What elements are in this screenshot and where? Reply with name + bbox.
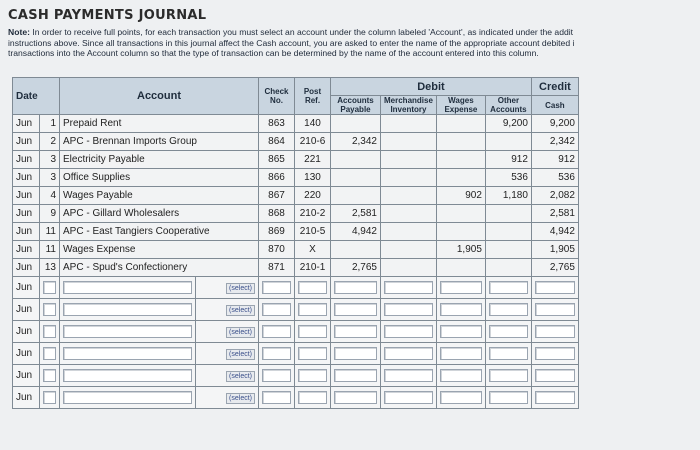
accounts-payable-input[interactable] bbox=[334, 281, 377, 294]
merchandise-inventory-cell bbox=[381, 299, 437, 321]
cash-cell[interactable]: 4,942 bbox=[531, 223, 578, 241]
account-select-cell bbox=[196, 343, 259, 365]
post-ref-cell[interactable]: 220 bbox=[295, 187, 331, 205]
date-day-cell bbox=[40, 343, 60, 365]
account-cell[interactable]: Office Supplies bbox=[60, 169, 259, 187]
account-cell[interactable]: APC - Gillard Wholesalers bbox=[60, 205, 259, 223]
check-no-cell[interactable]: 868 bbox=[259, 205, 295, 223]
wages-expense-cell bbox=[436, 387, 485, 409]
header-other-accounts: Other Accounts bbox=[485, 96, 531, 115]
empty-entry-row bbox=[13, 343, 579, 365]
date-month-cell: Jun bbox=[13, 365, 40, 387]
merchandise-inventory-cell[interactable] bbox=[381, 205, 437, 223]
check-no-input[interactable] bbox=[262, 303, 291, 316]
cash-cell bbox=[531, 343, 578, 365]
date-month-cell[interactable]: Jun bbox=[13, 169, 40, 187]
wages-expense-cell bbox=[436, 299, 485, 321]
account-cell bbox=[60, 365, 196, 387]
account-input[interactable] bbox=[63, 303, 192, 316]
date-day-cell bbox=[40, 321, 60, 343]
date-month-cell: Jun bbox=[13, 343, 40, 365]
merchandise-inventory-cell[interactable] bbox=[381, 259, 437, 277]
check-no-cell bbox=[259, 387, 295, 409]
date-day-cell[interactable]: 11 bbox=[40, 241, 60, 259]
accounts-payable-cell bbox=[331, 365, 381, 387]
check-no-cell bbox=[259, 321, 295, 343]
header-post-ref: Post Ref. bbox=[295, 78, 331, 115]
account-select-dropdown[interactable]: (select) bbox=[226, 305, 255, 316]
check-no-cell bbox=[259, 365, 295, 387]
account-cell[interactable]: APC - Spud's Confectionery bbox=[60, 259, 259, 277]
table-row bbox=[13, 241, 579, 259]
account-cell[interactable]: APC - East Tangiers Cooperative bbox=[60, 223, 259, 241]
table-row bbox=[13, 205, 579, 223]
cash-cell bbox=[531, 277, 578, 299]
account-input[interactable] bbox=[63, 347, 192, 360]
account-select-dropdown[interactable]: (select) bbox=[226, 393, 255, 404]
other-accounts-cell bbox=[485, 343, 531, 365]
date-day-cell bbox=[40, 299, 60, 321]
date-day-cell bbox=[40, 277, 60, 299]
check-no-input[interactable] bbox=[262, 281, 291, 294]
header-check-no: Check No. bbox=[259, 78, 295, 115]
day-input[interactable] bbox=[43, 281, 56, 294]
date-day-cell[interactable]: 3 bbox=[40, 151, 60, 169]
date-day-cell[interactable]: 2 bbox=[40, 133, 60, 151]
wages-expense-input[interactable] bbox=[440, 369, 482, 382]
accounts-payable-input[interactable] bbox=[334, 369, 377, 382]
account-select-cell bbox=[196, 277, 259, 299]
other-accounts-cell[interactable] bbox=[485, 259, 531, 277]
account-cell bbox=[60, 387, 196, 409]
check-no-input[interactable] bbox=[262, 391, 291, 404]
merchandise-inventory-cell[interactable] bbox=[381, 241, 437, 259]
empty-entry-row bbox=[13, 299, 579, 321]
wages-expense-cell[interactable] bbox=[436, 169, 485, 187]
date-month-cell: Jun bbox=[13, 321, 40, 343]
wages-expense-cell[interactable] bbox=[436, 259, 485, 277]
cash-cell[interactable]: 2,342 bbox=[531, 133, 578, 151]
header-accounts-payable: Accounts Payable bbox=[331, 96, 381, 115]
note-line-1: In order to receive full points, for each transaction you must select an account under the column labeled 'Account', as indicated under the addit bbox=[29, 27, 574, 37]
check-no-cell bbox=[259, 277, 295, 299]
page-title: CASH PAYMENTS JOURNAL bbox=[8, 8, 207, 23]
account-input[interactable] bbox=[63, 281, 192, 294]
post-ref-cell[interactable]: 221 bbox=[295, 151, 331, 169]
other-accounts-cell bbox=[485, 299, 531, 321]
merchandise-inventory-cell[interactable] bbox=[381, 223, 437, 241]
account-cell[interactable]: APC - Brennan Imports Group bbox=[60, 133, 259, 151]
date-day-cell[interactable]: 1 bbox=[40, 115, 60, 133]
accounts-payable-cell bbox=[331, 343, 381, 365]
post-ref-cell[interactable]: 210-5 bbox=[295, 223, 331, 241]
merchandise-inventory-input[interactable] bbox=[384, 281, 433, 294]
cash-input[interactable] bbox=[535, 303, 575, 316]
wages-expense-cell bbox=[436, 365, 485, 387]
account-select-dropdown[interactable]: (select) bbox=[226, 349, 255, 360]
other-accounts-cell[interactable]: 536 bbox=[485, 169, 531, 187]
other-accounts-input[interactable] bbox=[489, 347, 528, 360]
accounts-payable-cell[interactable]: 4,942 bbox=[331, 223, 381, 241]
post-ref-input[interactable] bbox=[298, 347, 327, 360]
post-ref-cell[interactable]: 210-2 bbox=[295, 205, 331, 223]
accounts-payable-cell[interactable] bbox=[331, 169, 381, 187]
check-no-cell[interactable]: 863 bbox=[259, 115, 295, 133]
wages-expense-input[interactable] bbox=[440, 281, 482, 294]
instructions-note bbox=[8, 27, 698, 59]
wages-expense-cell[interactable] bbox=[436, 223, 485, 241]
empty-entry-row bbox=[13, 387, 579, 409]
wages-expense-input[interactable] bbox=[440, 391, 482, 404]
check-no-cell[interactable]: 866 bbox=[259, 169, 295, 187]
check-no-cell bbox=[259, 299, 295, 321]
check-no-cell[interactable]: 867 bbox=[259, 187, 295, 205]
other-accounts-input[interactable] bbox=[489, 303, 528, 316]
post-ref-cell bbox=[295, 321, 331, 343]
empty-entry-row bbox=[13, 277, 579, 299]
header-account: Account bbox=[60, 78, 259, 115]
cash-input[interactable] bbox=[535, 391, 575, 404]
post-ref-input[interactable] bbox=[298, 325, 327, 338]
post-ref-input[interactable] bbox=[298, 303, 327, 316]
merchandise-inventory-cell bbox=[381, 277, 437, 299]
date-month-cell: Jun bbox=[13, 299, 40, 321]
day-input[interactable] bbox=[43, 391, 56, 404]
accounts-payable-input[interactable] bbox=[334, 391, 377, 404]
merchandise-inventory-cell bbox=[381, 343, 437, 365]
merchandise-inventory-input[interactable] bbox=[384, 369, 433, 382]
other-accounts-cell bbox=[485, 277, 531, 299]
other-accounts-input[interactable] bbox=[489, 325, 528, 338]
post-ref-cell bbox=[295, 387, 331, 409]
day-input[interactable] bbox=[43, 369, 56, 382]
wages-expense-input[interactable] bbox=[440, 325, 482, 338]
wages-expense-cell[interactable]: 902 bbox=[436, 187, 485, 205]
note-line-3: transactions into the Account column so that the type of transaction can be determined by the name of the account entered into this column. bbox=[8, 48, 539, 58]
post-ref-cell bbox=[295, 277, 331, 299]
other-accounts-input[interactable] bbox=[489, 391, 528, 404]
check-no-input[interactable] bbox=[262, 369, 291, 382]
account-cell bbox=[60, 299, 196, 321]
account-input[interactable] bbox=[63, 391, 192, 404]
date-month-cell[interactable]: Jun bbox=[13, 241, 40, 259]
date-month-cell[interactable]: Jun bbox=[13, 187, 40, 205]
account-cell[interactable]: Wages Payable bbox=[60, 187, 259, 205]
account-cell[interactable]: Electricity Payable bbox=[60, 151, 259, 169]
other-accounts-cell[interactable] bbox=[485, 223, 531, 241]
other-accounts-cell bbox=[485, 387, 531, 409]
cash-cell bbox=[531, 365, 578, 387]
date-month-cell[interactable]: Jun bbox=[13, 151, 40, 169]
post-ref-input[interactable] bbox=[298, 391, 327, 404]
cash-cell bbox=[531, 321, 578, 343]
header-credit: Credit bbox=[531, 78, 578, 96]
date-day-cell[interactable]: 11 bbox=[40, 223, 60, 241]
date-day-cell[interactable]: 3 bbox=[40, 169, 60, 187]
accounts-payable-cell[interactable]: 2,581 bbox=[331, 205, 381, 223]
check-no-cell[interactable]: 871 bbox=[259, 259, 295, 277]
date-day-cell bbox=[40, 387, 60, 409]
date-month-cell[interactable]: Jun bbox=[13, 115, 40, 133]
accounts-payable-cell[interactable] bbox=[331, 187, 381, 205]
table-row bbox=[13, 223, 579, 241]
cash-cell bbox=[531, 387, 578, 409]
cash-input[interactable] bbox=[535, 281, 575, 294]
check-no-input[interactable] bbox=[262, 325, 291, 338]
account-select-dropdown[interactable]: (select) bbox=[226, 371, 255, 382]
accounts-payable-input[interactable] bbox=[334, 303, 377, 316]
account-input[interactable] bbox=[63, 325, 192, 338]
date-month-cell: Jun bbox=[13, 387, 40, 409]
cash-cell[interactable]: 912 bbox=[531, 151, 578, 169]
post-ref-cell bbox=[295, 299, 331, 321]
accounts-payable-cell bbox=[331, 321, 381, 343]
cash-input[interactable] bbox=[535, 325, 575, 338]
table-row bbox=[13, 187, 579, 205]
post-ref-cell[interactable]: 130 bbox=[295, 169, 331, 187]
accounts-payable-cell[interactable] bbox=[331, 151, 381, 169]
date-month-cell[interactable]: Jun bbox=[13, 205, 40, 223]
date-month-cell[interactable]: Jun bbox=[13, 259, 40, 277]
date-day-cell[interactable]: 4 bbox=[40, 187, 60, 205]
check-no-cell[interactable]: 869 bbox=[259, 223, 295, 241]
account-select-cell bbox=[196, 387, 259, 409]
merchandise-inventory-cell[interactable] bbox=[381, 151, 437, 169]
wages-expense-cell[interactable] bbox=[436, 133, 485, 151]
header-merchandise-inventory: Merchandise Inventory bbox=[381, 96, 437, 115]
note-line-2: instructions above. Since all transactions in this journal affect the Cash account, you are asked to enter the name of the appropriate account debited i bbox=[8, 37, 575, 48]
table-row bbox=[13, 133, 579, 151]
date-day-cell bbox=[40, 365, 60, 387]
other-accounts-cell[interactable]: 1,180 bbox=[485, 187, 531, 205]
journal-body bbox=[13, 115, 579, 409]
accounts-payable-cell[interactable]: 2,342 bbox=[331, 133, 381, 151]
other-accounts-cell[interactable]: 9,200 bbox=[485, 115, 531, 133]
cash-cell[interactable]: 536 bbox=[531, 169, 578, 187]
wages-expense-cell bbox=[436, 343, 485, 365]
date-month-cell[interactable]: Jun bbox=[13, 133, 40, 151]
account-cell[interactable]: Prepaid Rent bbox=[60, 115, 259, 133]
other-accounts-input[interactable] bbox=[489, 281, 528, 294]
cash-cell[interactable]: 2,082 bbox=[531, 187, 578, 205]
post-ref-cell[interactable]: X bbox=[295, 241, 331, 259]
account-cell bbox=[60, 343, 196, 365]
cash-cell[interactable]: 2,581 bbox=[531, 205, 578, 223]
day-input[interactable] bbox=[43, 325, 56, 338]
account-select-dropdown[interactable]: (select) bbox=[226, 283, 255, 294]
empty-entry-row bbox=[13, 321, 579, 343]
date-day-cell[interactable]: 13 bbox=[40, 259, 60, 277]
accounts-payable-cell[interactable] bbox=[331, 241, 381, 259]
accounts-payable-cell bbox=[331, 277, 381, 299]
other-accounts-cell bbox=[485, 365, 531, 387]
merchandise-inventory-input[interactable] bbox=[384, 325, 433, 338]
merchandise-inventory-cell bbox=[381, 365, 437, 387]
header-debit: Debit bbox=[331, 78, 532, 96]
cash-cell[interactable]: 9,200 bbox=[531, 115, 578, 133]
other-accounts-cell[interactable] bbox=[485, 205, 531, 223]
other-accounts-cell[interactable]: 912 bbox=[485, 151, 531, 169]
other-accounts-cell[interactable] bbox=[485, 133, 531, 151]
other-accounts-cell bbox=[485, 321, 531, 343]
header-wages-expense: Wages Expense bbox=[436, 96, 485, 115]
wages-expense-input[interactable] bbox=[440, 303, 482, 316]
account-cell[interactable]: Wages Expense bbox=[60, 241, 259, 259]
cash-cell[interactable]: 2,765 bbox=[531, 259, 578, 277]
header-cash: Cash bbox=[531, 96, 578, 115]
account-select-dropdown[interactable]: (select) bbox=[226, 327, 255, 338]
wages-expense-cell[interactable] bbox=[436, 115, 485, 133]
date-month-cell: Jun bbox=[13, 277, 40, 299]
day-input[interactable] bbox=[43, 347, 56, 360]
check-no-cell[interactable]: 864 bbox=[259, 133, 295, 151]
account-input[interactable] bbox=[63, 369, 192, 382]
check-no-input[interactable] bbox=[262, 347, 291, 360]
wages-expense-cell bbox=[436, 321, 485, 343]
table-row bbox=[13, 259, 579, 277]
empty-entry-row bbox=[13, 365, 579, 387]
cash-payments-journal-table bbox=[12, 77, 579, 409]
other-accounts-cell[interactable] bbox=[485, 241, 531, 259]
accounts-payable-cell[interactable]: 2,765 bbox=[331, 259, 381, 277]
post-ref-input[interactable] bbox=[298, 281, 327, 294]
other-accounts-input[interactable] bbox=[489, 369, 528, 382]
accounts-payable-cell bbox=[331, 299, 381, 321]
accounts-payable-input[interactable] bbox=[334, 325, 377, 338]
merchandise-inventory-cell bbox=[381, 387, 437, 409]
post-ref-cell[interactable]: 210-6 bbox=[295, 133, 331, 151]
wages-expense-cell[interactable] bbox=[436, 205, 485, 223]
merchandise-inventory-input[interactable] bbox=[384, 303, 433, 316]
header-date: Date bbox=[13, 78, 60, 115]
wages-expense-cell[interactable] bbox=[436, 151, 485, 169]
account-select-cell bbox=[196, 299, 259, 321]
post-ref-cell bbox=[295, 343, 331, 365]
merchandise-inventory-cell[interactable] bbox=[381, 187, 437, 205]
account-cell bbox=[60, 277, 196, 299]
account-cell bbox=[60, 321, 196, 343]
accounts-payable-input[interactable] bbox=[334, 347, 377, 360]
day-input[interactable] bbox=[43, 303, 56, 316]
merchandise-inventory-input[interactable] bbox=[384, 391, 433, 404]
cash-cell[interactable]: 1,905 bbox=[531, 241, 578, 259]
post-ref-cell[interactable]: 140 bbox=[295, 115, 331, 133]
date-day-cell[interactable]: 9 bbox=[40, 205, 60, 223]
wages-expense-cell bbox=[436, 277, 485, 299]
post-ref-cell bbox=[295, 365, 331, 387]
merchandise-inventory-cell bbox=[381, 321, 437, 343]
merchandise-inventory-cell[interactable] bbox=[381, 133, 437, 151]
merchandise-inventory-cell[interactable] bbox=[381, 115, 437, 133]
date-month-cell[interactable]: Jun bbox=[13, 223, 40, 241]
note-label: Note: bbox=[8, 27, 30, 37]
check-no-cell[interactable]: 870 bbox=[259, 241, 295, 259]
merchandise-inventory-cell[interactable] bbox=[381, 169, 437, 187]
accounts-payable-cell bbox=[331, 387, 381, 409]
table-row bbox=[13, 151, 579, 169]
check-no-cell bbox=[259, 343, 295, 365]
post-ref-cell[interactable]: 210-1 bbox=[295, 259, 331, 277]
post-ref-input[interactable] bbox=[298, 369, 327, 382]
cash-input[interactable] bbox=[535, 347, 575, 360]
table-row bbox=[13, 115, 579, 133]
check-no-cell[interactable]: 865 bbox=[259, 151, 295, 169]
table-row bbox=[13, 169, 579, 187]
wages-expense-input[interactable] bbox=[440, 347, 482, 360]
accounts-payable-cell[interactable] bbox=[331, 115, 381, 133]
cash-cell bbox=[531, 299, 578, 321]
cash-input[interactable] bbox=[535, 369, 575, 382]
account-select-cell bbox=[196, 321, 259, 343]
account-select-cell bbox=[196, 365, 259, 387]
merchandise-inventory-input[interactable] bbox=[384, 347, 433, 360]
wages-expense-cell[interactable]: 1,905 bbox=[436, 241, 485, 259]
